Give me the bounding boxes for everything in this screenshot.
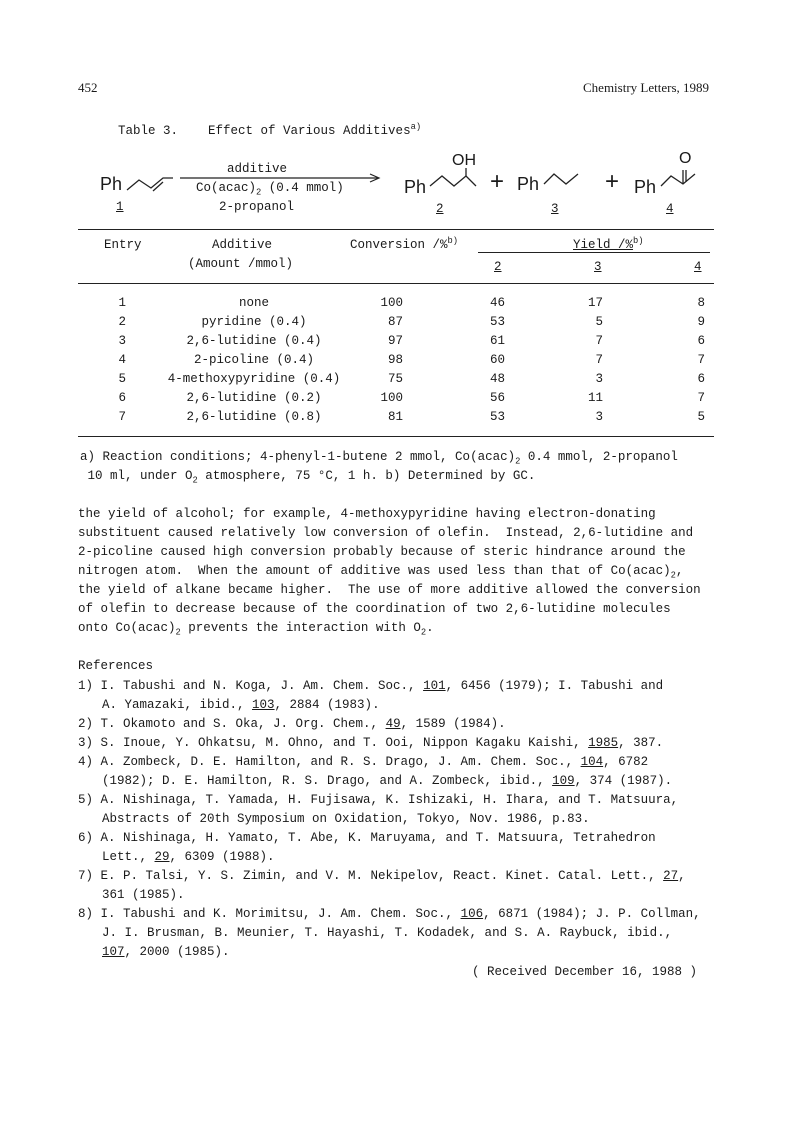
ref-8-line-1 xyxy=(78,907,701,921)
ref-4c: (1982); D. E. Hamilton, R. S. Drago, and A. Zombeck, ibid., xyxy=(102,774,553,788)
ref-3b: , 387. xyxy=(618,736,664,750)
header-conversion-note: b) xyxy=(447,236,459,246)
cell-conversion: 98 xyxy=(387,353,403,367)
cell-additive: 2,6-lutidine (0.8) xyxy=(186,410,322,424)
header-conversion xyxy=(350,236,458,252)
header-col3: 3 xyxy=(594,260,602,274)
ref-2a: 2) T. Okamoto and S. Oka, J. Org. Chem., xyxy=(78,717,386,731)
body-line-7-sub: 2 xyxy=(175,627,181,638)
cell-yield-4: 5 xyxy=(697,410,705,424)
header-yield xyxy=(573,236,644,252)
table-top-rule xyxy=(78,229,714,230)
body-line-4b: , xyxy=(675,564,684,578)
ref-7a: 7) E. P. Talsi, Y. S. Zimin, and V. M. Nekipelov, React. Kinet. Catal. Lett., xyxy=(78,869,664,883)
reagent-catalyst xyxy=(196,181,344,198)
table-bottom-rule xyxy=(78,436,714,437)
ref-2b: , 1589 (1984). xyxy=(400,717,506,731)
cell-yield-2: 61 xyxy=(489,334,505,348)
ref-5-line-2: Abstracts of 20th Symposium on Oxidation, Tokyo, Nov. 1986, p.83. xyxy=(102,812,590,826)
ref-7-line-1 xyxy=(78,869,686,883)
reactant-structure xyxy=(125,170,175,194)
header-additive-unit: (Amount /mmol) xyxy=(188,257,294,271)
cell-entry: 6 xyxy=(118,391,126,405)
table-caption-note: a) xyxy=(410,122,422,132)
ref-4b: , 6782 xyxy=(603,755,649,769)
yield-span-rule xyxy=(478,252,710,253)
table-caption-title: Effect of Various Additives xyxy=(208,124,411,139)
footnote-1b: 0.4 mmol, 2-propanol xyxy=(520,450,678,464)
cell-yield-4: 9 xyxy=(697,315,705,329)
cell-entry: 2 xyxy=(118,315,126,329)
product2-structure xyxy=(428,168,478,192)
reactant-number: 1 xyxy=(116,200,124,214)
received-date: ( Received December 16, 1988 ) xyxy=(472,965,698,979)
ref-4-volume-2: 109 xyxy=(552,774,575,788)
body-line-2: substituent caused relatively low conversion of olefin. Instead, 2,6-lutidine and xyxy=(78,526,694,540)
ref-1-line-1 xyxy=(78,679,663,693)
cell-additive: none xyxy=(238,296,270,310)
cell-yield-3: 3 xyxy=(595,372,603,386)
cell-yield-4: 6 xyxy=(697,372,705,386)
header-yield-note: b) xyxy=(633,236,644,246)
ref-7-volume: 27 xyxy=(663,869,679,883)
body-line-3: 2-picoline caused high conversion probably because of steric hindrance around the xyxy=(78,545,686,559)
ref-1-line-2 xyxy=(102,698,380,712)
body-line-4a: nitrogen atom. When the amount of additive was used less than that of Co(acac) xyxy=(78,564,671,578)
cell-yield-3: 11 xyxy=(587,391,603,405)
footnote-1a: a) Reaction conditions; 4-phenyl-1-butene 2 mmol, Co(acac) xyxy=(80,450,516,464)
product3-ph-label: Ph xyxy=(517,174,540,194)
table-footnote-line1 xyxy=(80,450,678,467)
product4-o-label: O xyxy=(679,150,692,167)
reagent-solvent: 2-propanol xyxy=(219,200,295,214)
reactant-ph-label: Ph xyxy=(100,174,123,194)
ref-3 xyxy=(78,736,663,750)
cell-yield-3: 7 xyxy=(595,353,603,367)
references-heading: References xyxy=(78,659,154,673)
ref-6-line-2 xyxy=(102,850,275,864)
cell-yield-3: 17 xyxy=(587,296,603,310)
cell-yield-2: 48 xyxy=(489,372,505,386)
cell-additive: 4-methoxypyridine (0.4) xyxy=(167,372,341,386)
body-line-4-sub: 2 xyxy=(670,570,676,581)
body-line-6: of olefin to decrease because of the coordination of two 2,6-lutidine molecules xyxy=(78,602,671,616)
reagent-catalyst-amount: (0.4 mmol) xyxy=(261,181,344,195)
reagent-catalyst-text: Co(acac) xyxy=(196,181,257,195)
ref-4-volume: 104 xyxy=(580,755,604,769)
table-header-rule xyxy=(78,283,714,284)
product4-structure xyxy=(659,166,699,192)
plus-sign-1: + xyxy=(490,168,505,195)
ref-4-line-2 xyxy=(102,774,672,788)
cell-additive: 2,6-lutidine (0.4) xyxy=(186,334,322,348)
footnote-1-sub: 2 xyxy=(515,456,521,467)
cell-entry: 5 xyxy=(118,372,126,386)
reagent-catalyst-sub: 2 xyxy=(256,187,262,198)
header-col4: 4 xyxy=(694,260,702,274)
cell-conversion: 100 xyxy=(380,296,403,310)
header-col2: 2 xyxy=(494,260,502,274)
journal-title: Chemistry Letters, 1989 xyxy=(583,80,710,95)
cell-conversion: 87 xyxy=(387,315,403,329)
ref-8d: , 2000 (1985). xyxy=(124,945,230,959)
body-line-5: the yield of alkane became higher. The use of more additive allowed the conversion xyxy=(78,583,701,597)
table-caption-prefix: Table 3. xyxy=(118,124,179,139)
body-line-7c: . xyxy=(426,621,434,635)
header-conversion-text: Conversion /% xyxy=(350,238,448,253)
cell-entry: 3 xyxy=(118,334,126,348)
ref-3-volume: 1985 xyxy=(588,736,619,750)
product3-structure xyxy=(542,166,582,188)
product2-oh-label: OH xyxy=(452,152,476,169)
ref-5-line-1: 5) A. Nishinaga, T. Yamada, H. Fujisawa, K. Ishizaki, H. Ihara, and T. Matsuura, xyxy=(78,793,679,807)
cell-conversion: 81 xyxy=(387,410,403,424)
ref-1c: A. Yamazaki, ibid., xyxy=(102,698,253,712)
ref-8b: , 6871 (1984); J. P. Collman, xyxy=(483,907,701,921)
plus-sign-2: + xyxy=(605,168,620,195)
ref-4d: , 374 (1987). xyxy=(574,774,673,788)
cell-yield-2: 53 xyxy=(489,410,505,424)
ref-1d: , 2884 (1983). xyxy=(274,698,380,712)
header-additive: Additive xyxy=(212,238,273,252)
product4-number: 4 xyxy=(666,202,674,216)
cell-yield-4: 7 xyxy=(697,391,705,405)
cell-additive: 2-picoline (0.4) xyxy=(193,353,315,367)
product3-number: 3 xyxy=(551,202,559,216)
reagent-additive: additive xyxy=(227,162,288,176)
cell-entry: 7 xyxy=(118,410,126,424)
ref-7-line-2: 361 (1985). xyxy=(102,888,185,902)
ref-8-volume: 106 xyxy=(460,907,484,921)
cell-conversion: 75 xyxy=(387,372,403,386)
ref-1a: 1) I. Tabushi and N. Koga, J. Am. Chem. Soc., xyxy=(78,679,424,693)
ref-8-volume-2: 107 xyxy=(102,945,125,959)
product2-number: 2 xyxy=(436,202,444,216)
ref-6-line-1: 6) A. Nishinaga, H. Yamato, T. Abe, K. Maruyama, and T. Matsuura, Tetrahedron xyxy=(78,831,656,845)
header-entry: Entry xyxy=(104,238,142,252)
footnote-2b: atmosphere, 75 °C, 1 h. b) Determined by GC. xyxy=(197,469,536,483)
ref-2 xyxy=(78,717,506,731)
cell-yield-4: 7 xyxy=(697,353,705,367)
page-number: 452 xyxy=(78,80,98,95)
body-line-4 xyxy=(78,564,683,581)
product4-ph-label: Ph xyxy=(634,177,657,197)
cell-entry: 1 xyxy=(118,296,126,310)
ref-8a: 8) I. Tabushi and K. Morimitsu, J. Am. Chem. Soc., xyxy=(78,907,461,921)
ref-1b: , 6456 (1979); I. Tabushi and xyxy=(445,679,664,693)
cell-additive: pyridine (0.4) xyxy=(201,315,307,329)
ref-6b: Lett., xyxy=(102,850,155,864)
ref-8-line-3 xyxy=(102,945,230,959)
cell-entry: 4 xyxy=(118,353,126,367)
body-line-7a: onto Co(acac) xyxy=(78,621,176,635)
body-line-1: the yield of alcohol; for example, 4-methoxypyridine having electron-donating xyxy=(78,507,656,521)
cell-yield-2: 56 xyxy=(489,391,505,405)
header-yield-text: Yield /% xyxy=(573,238,634,253)
cell-yield-2: 46 xyxy=(489,296,505,310)
ref-1-volume: 101 xyxy=(423,679,446,693)
footnote-2-sub: 2 xyxy=(192,475,198,486)
cell-yield-2: 53 xyxy=(489,315,505,329)
table-caption xyxy=(118,122,421,138)
ref-8-line-2: J. I. Brusman, B. Meunier, T. Hayashi, T. Kodadek, and S. A. Raybuck, ibid., xyxy=(102,926,673,940)
ref-1-volume-2: 103 xyxy=(252,698,275,712)
table-footnote-line2 xyxy=(80,469,535,486)
ref-4a: 4) A. Zombeck, D. E. Hamilton, and R. S. Drago, J. Am. Chem. Soc., xyxy=(78,755,581,769)
cell-conversion: 100 xyxy=(380,391,403,405)
footnote-2a: 10 ml, under O xyxy=(80,469,193,483)
product2-ph-label: Ph xyxy=(404,177,427,197)
ref-3a: 3) S. Inoue, Y. Ohkatsu, M. Ohno, and T. Ooi, Nippon Kagaku Kaishi, xyxy=(78,736,589,750)
cell-yield-2: 60 xyxy=(489,353,505,367)
body-line-7b: prevents the interaction with O xyxy=(180,621,421,635)
ref-6-volume: 29 xyxy=(154,850,170,864)
cell-yield-3: 3 xyxy=(595,410,603,424)
cell-yield-4: 6 xyxy=(697,334,705,348)
ref-7b: , xyxy=(678,869,686,883)
cell-yield-3: 5 xyxy=(595,315,603,329)
cell-yield-3: 7 xyxy=(595,334,603,348)
ref-4-line-1 xyxy=(78,755,648,769)
ref-2-volume: 49 xyxy=(385,717,401,731)
body-line-7 xyxy=(78,621,434,638)
cell-conversion: 97 xyxy=(387,334,403,348)
cell-additive: 2,6-lutidine (0.2) xyxy=(186,391,322,405)
cell-yield-4: 8 xyxy=(697,296,705,310)
ref-6c: , 6309 (1988). xyxy=(169,850,275,864)
body-line-7-sub2: 2 xyxy=(420,627,427,638)
